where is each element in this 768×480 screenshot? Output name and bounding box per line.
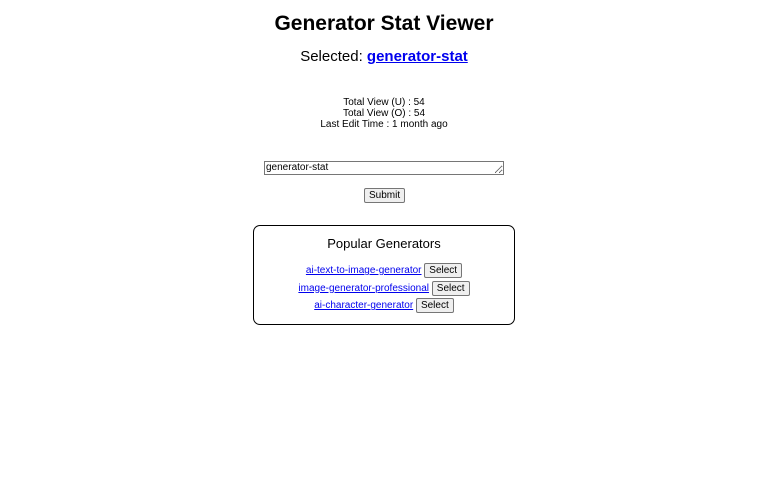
- generator-link[interactable]: image-generator-professional: [298, 282, 430, 294]
- last-edit-time: Last Edit Time : 1 month ago: [320, 119, 448, 130]
- total-view-o: Total View (O) : 54: [342, 108, 426, 119]
- selected-line: [0, 48, 768, 65]
- select-button[interactable]: Select: [432, 281, 470, 296]
- list-item: [254, 281, 514, 299]
- select-button[interactable]: Select: [416, 298, 454, 313]
- generator-input[interactable]: [264, 161, 504, 175]
- generator-link[interactable]: ai-text-to-image-generator: [305, 265, 422, 276]
- list-item: [254, 298, 514, 316]
- select-button[interactable]: Select: [424, 263, 462, 278]
- selected-label: Selected:: [300, 48, 363, 65]
- submit-button[interactable]: Submit: [364, 188, 405, 203]
- total-view-u: Total View (U) : 54: [343, 97, 425, 108]
- page-title: Generator Stat Viewer: [274, 12, 494, 35]
- stats: [0, 97, 768, 130]
- selected-generator-link[interactable]: generator-stat: [366, 48, 468, 65]
- generator-link[interactable]: ai-character-generator: [314, 300, 414, 311]
- list-item: [254, 263, 514, 281]
- popular-generators-panel: [253, 225, 515, 325]
- popular-generators-title: Popular Generators: [327, 236, 441, 251]
